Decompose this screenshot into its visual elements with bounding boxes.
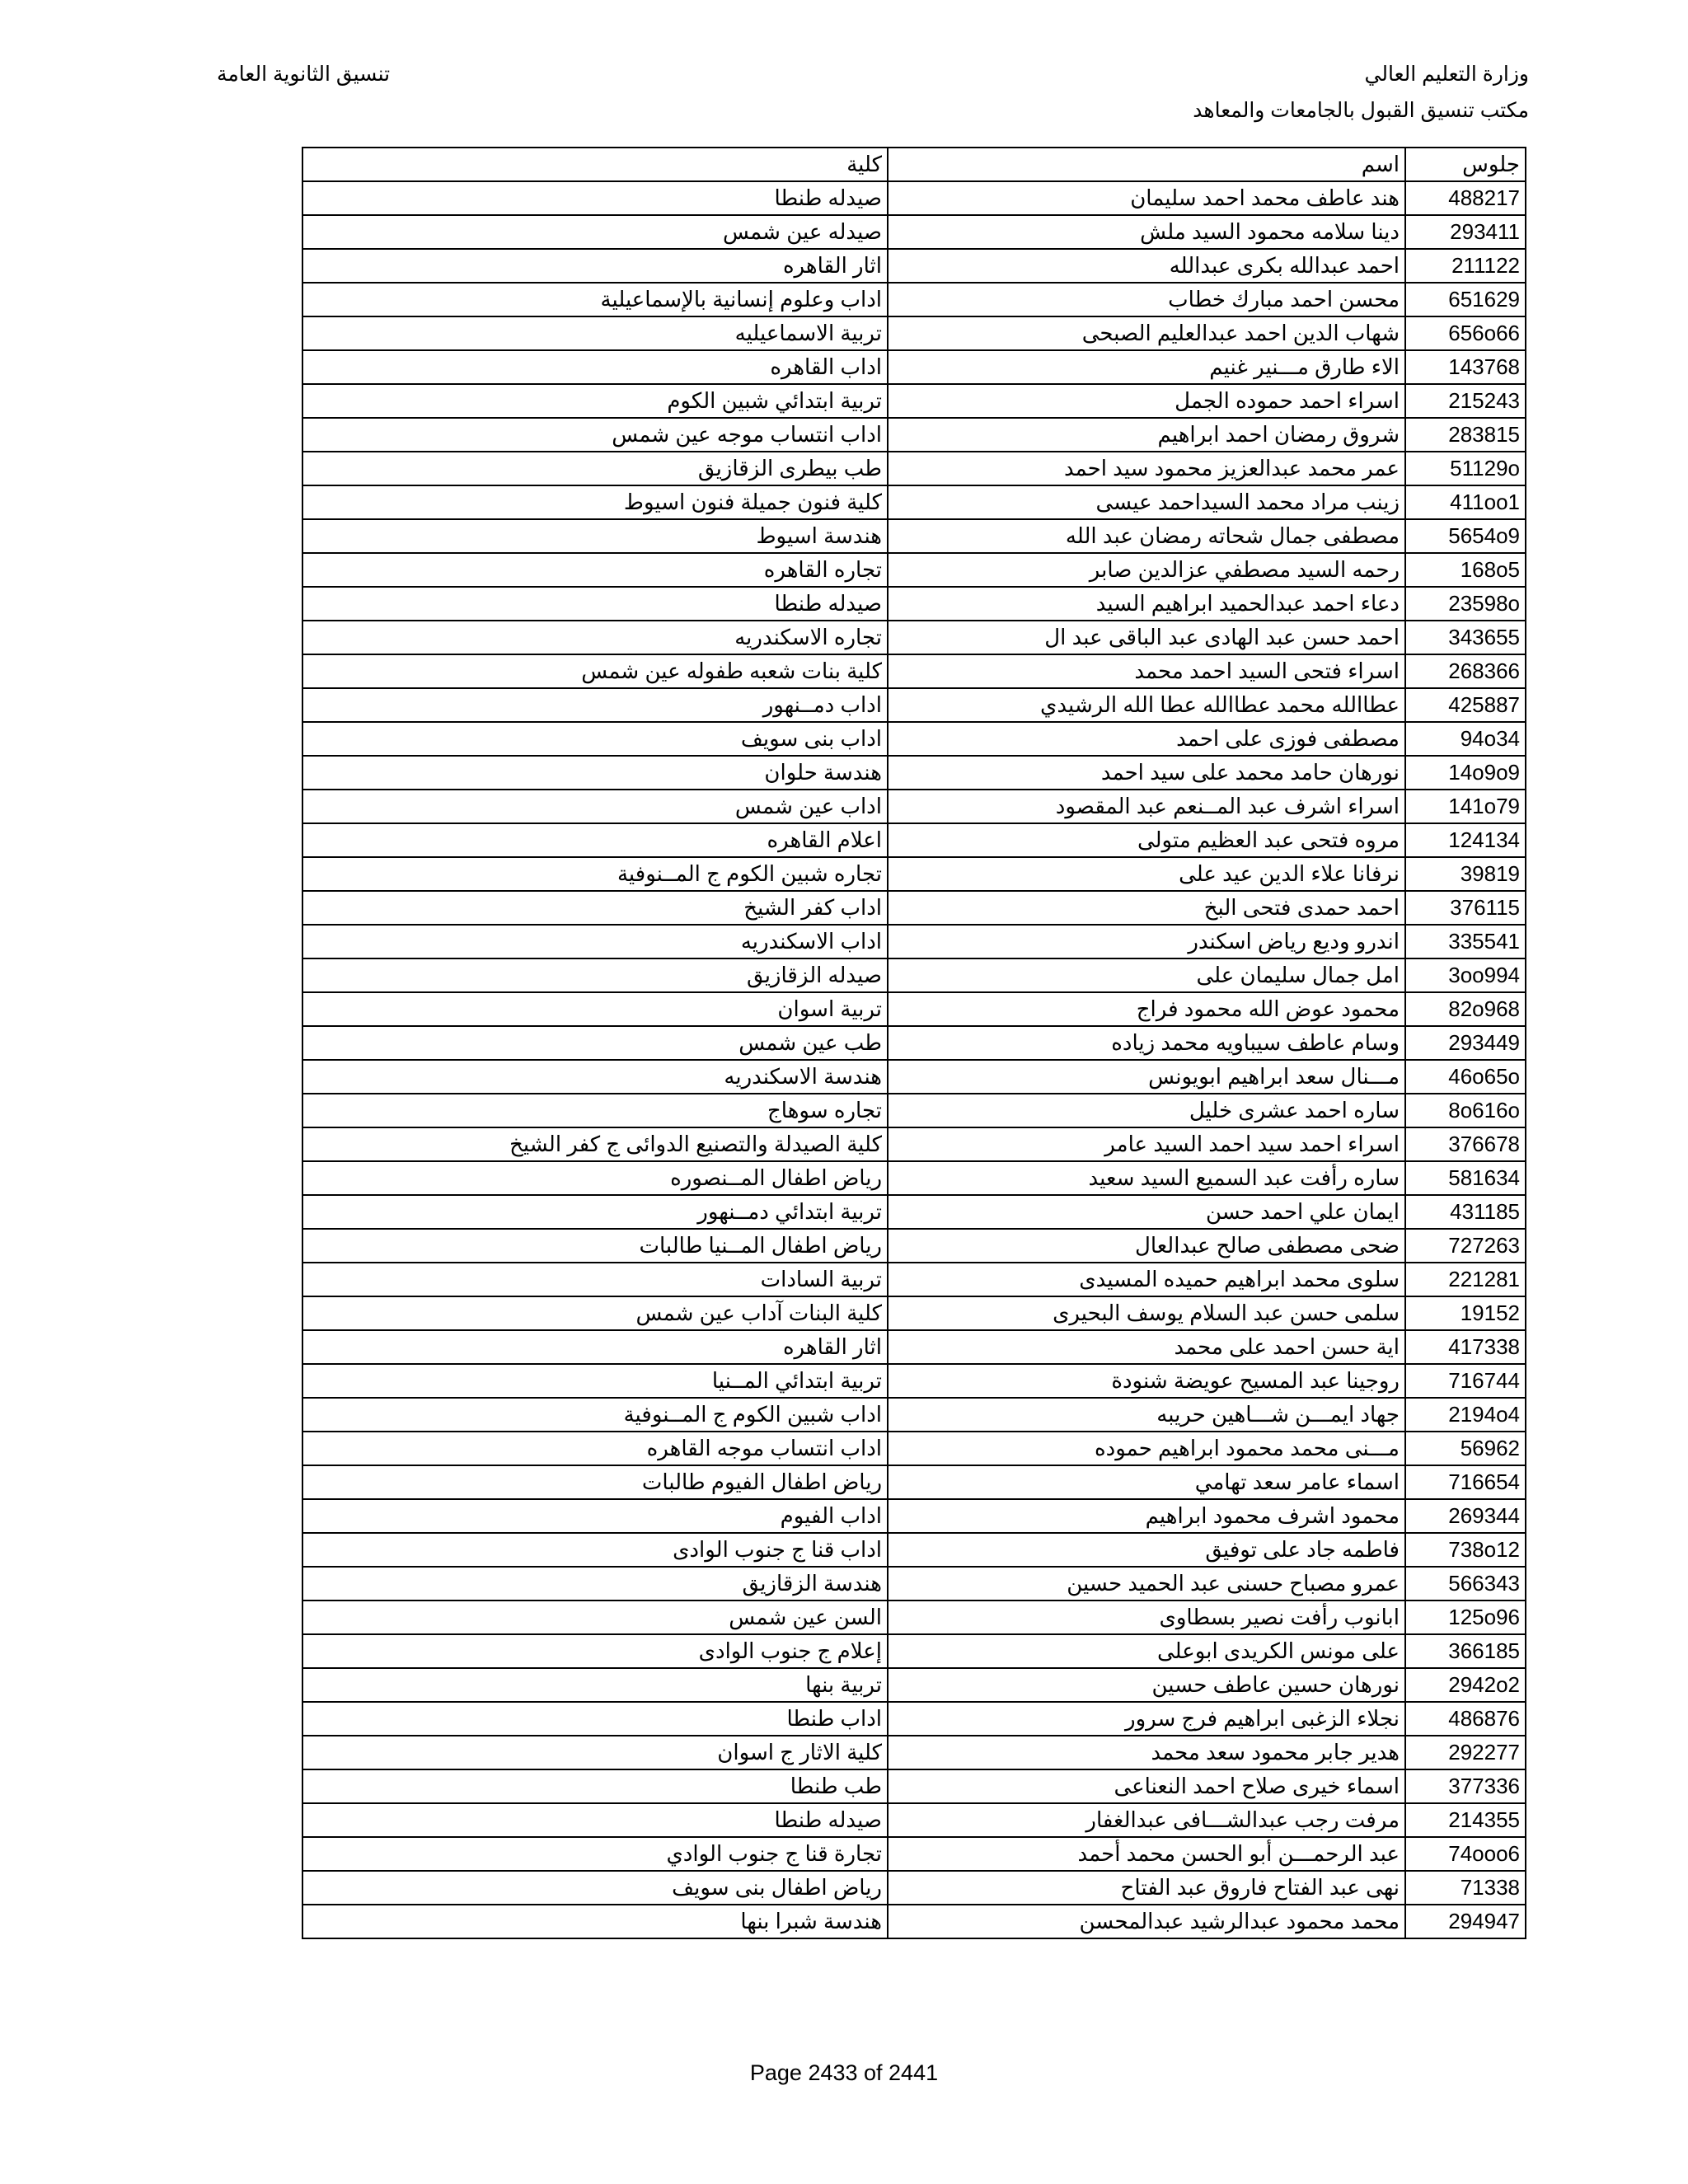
college-name: اثار القاهره xyxy=(302,1330,888,1364)
student-name: مصطفى فوزى على احمد xyxy=(888,722,1405,756)
college-name: اداب وعلوم إنسانية بالإسماعيلية xyxy=(302,283,888,316)
seat-number: 294947 xyxy=(1405,1905,1526,1938)
seat-number: 366185 xyxy=(1405,1634,1526,1668)
coordination-title: تنسيق الثانوية العامة xyxy=(217,63,391,86)
student-name: على مونس الكريدى ابوعلى xyxy=(888,1634,1405,1668)
seat-number: 74ooo6 xyxy=(1405,1837,1526,1871)
student-name: عبد الرحمـــن أبو الحسن محمد أحمد xyxy=(888,1837,1405,1871)
seat-number: 425887 xyxy=(1405,688,1526,722)
college-name: إعلام ج جنوب الوادى xyxy=(302,1634,888,1668)
table-row xyxy=(302,418,1526,452)
student-name: اسراء احمد سيد احمد السيد عامر xyxy=(888,1127,1405,1161)
table-row xyxy=(302,621,1526,654)
seat-number: 94o34 xyxy=(1405,722,1526,756)
student-name: نجلاء الزغبى ابراهيم فرج سرور xyxy=(888,1702,1405,1736)
college-name: صيدله الزقازيق xyxy=(302,958,888,992)
table-row xyxy=(302,316,1526,350)
table-row xyxy=(302,384,1526,418)
seat-number: 8o616o xyxy=(1405,1094,1526,1127)
table-row xyxy=(302,756,1526,790)
table-row xyxy=(302,1060,1526,1094)
seat-number: 738o12 xyxy=(1405,1533,1526,1567)
student-name: مروه فتحى عبد العظيم متولى xyxy=(888,823,1405,857)
college-name: السن عين شمس xyxy=(302,1601,888,1634)
table-row xyxy=(302,350,1526,384)
table-row xyxy=(302,249,1526,283)
college-name: اداب عين شمس xyxy=(302,790,888,823)
college-name: اثار القاهره xyxy=(302,249,888,283)
table-row xyxy=(302,654,1526,688)
seat-number: 214355 xyxy=(1405,1803,1526,1837)
table-row xyxy=(302,1364,1526,1398)
seat-number: 23598o xyxy=(1405,587,1526,621)
student-name: هند عاطف محمد احمد سليمان xyxy=(888,181,1405,215)
seat-number: 141o79 xyxy=(1405,790,1526,823)
student-name: اسراء فتحى السيد احمد محمد xyxy=(888,654,1405,688)
table-header-row xyxy=(302,148,1526,181)
table-row xyxy=(302,1634,1526,1668)
table-row xyxy=(302,1601,1526,1634)
college-name: تربية بنها xyxy=(302,1668,888,1702)
column-header-college: كلية xyxy=(302,148,888,181)
seat-number: 3oo994 xyxy=(1405,958,1526,992)
table-row xyxy=(302,1668,1526,1702)
table-row xyxy=(302,722,1526,756)
student-name: احمد حمدى فتحى البخ xyxy=(888,891,1405,925)
college-name: تربية السادات xyxy=(302,1263,888,1296)
seat-number: 651629 xyxy=(1405,283,1526,316)
student-name: مـــنال سعد ابراهيم ابويونس xyxy=(888,1060,1405,1094)
college-name: تجاره الاسكندريه xyxy=(302,621,888,654)
college-name: رياض اطفال المــنيا طالبات xyxy=(302,1229,888,1263)
student-name: محمود اشرف محمود ابراهيم xyxy=(888,1499,1405,1533)
college-name: كلية فنون جميلة فنون اسيوط xyxy=(302,485,888,519)
table-row xyxy=(302,823,1526,857)
college-name: اداب الاسكندريه xyxy=(302,925,888,958)
table-row xyxy=(302,1026,1526,1060)
college-name: رياض اطفال المــنصوره xyxy=(302,1161,888,1195)
table-row xyxy=(302,485,1526,519)
admissions-table xyxy=(302,147,1526,1939)
seat-number: 211122 xyxy=(1405,249,1526,283)
college-name: تربية الاسماعيليه xyxy=(302,316,888,350)
college-name: رياض اطفال بنى سويف xyxy=(302,1871,888,1905)
college-name: هندسة الاسكندريه xyxy=(302,1060,888,1094)
seat-number: 168o5 xyxy=(1405,553,1526,587)
student-name: محمد محمود عبدالرشيد عبدالمحسن xyxy=(888,1905,1405,1938)
college-name: هندسة حلوان xyxy=(302,756,888,790)
table-row xyxy=(302,1229,1526,1263)
table-row xyxy=(302,1736,1526,1769)
table-row xyxy=(302,1398,1526,1432)
student-name: سلوى محمد ابراهيم حميده المسيدى xyxy=(888,1263,1405,1296)
college-name: اداب بنى سويف xyxy=(302,722,888,756)
student-name: احمد عبدالله بكرى عبدالله xyxy=(888,249,1405,283)
seat-number: 125o96 xyxy=(1405,1601,1526,1634)
college-name: اداب انتساب موجه القاهره xyxy=(302,1432,888,1465)
student-name: ساره احمد عشرى خليل xyxy=(888,1094,1405,1127)
student-name: امل جمال سليمان على xyxy=(888,958,1405,992)
seat-number: 56962 xyxy=(1405,1432,1526,1465)
seat-number: 14o9o9 xyxy=(1405,756,1526,790)
student-name: مـــنى محمد محمود ابراهيم حموده xyxy=(888,1432,1405,1465)
seat-number: 19152 xyxy=(1405,1296,1526,1330)
seat-number: 376678 xyxy=(1405,1127,1526,1161)
college-name: هندسة اسيوط xyxy=(302,519,888,553)
table-row xyxy=(302,925,1526,958)
table-row xyxy=(302,1330,1526,1364)
student-name: فاطمه جاد على توفيق xyxy=(888,1533,1405,1567)
student-name: وسام عاطف سيباويه محمد زياده xyxy=(888,1026,1405,1060)
seat-number: 376115 xyxy=(1405,891,1526,925)
seat-number: 488217 xyxy=(1405,181,1526,215)
table-row xyxy=(302,181,1526,215)
table-row xyxy=(302,1533,1526,1567)
student-name: شروق رمضان احمد ابراهيم xyxy=(888,418,1405,452)
seat-number: 656o66 xyxy=(1405,316,1526,350)
college-name: تربية ابتدائي شبين الكوم xyxy=(302,384,888,418)
college-name: اداب كفر الشيخ xyxy=(302,891,888,925)
table-row xyxy=(302,1567,1526,1601)
table-row xyxy=(302,891,1526,925)
student-name: مصطفى جمال شحاته رمضان عبد الله xyxy=(888,519,1405,553)
seat-number: 283815 xyxy=(1405,418,1526,452)
seat-number: 51129o xyxy=(1405,452,1526,485)
seat-number: 46o65o xyxy=(1405,1060,1526,1094)
column-header-name: اسم xyxy=(888,148,1405,181)
seat-number: 486876 xyxy=(1405,1702,1526,1736)
seat-number: 268366 xyxy=(1405,654,1526,688)
student-name: ضحى مصطفى صالح عبدالعال xyxy=(888,1229,1405,1263)
table-row xyxy=(302,1161,1526,1195)
seat-number: 417338 xyxy=(1405,1330,1526,1364)
college-name: اداب القاهره xyxy=(302,350,888,384)
table-row xyxy=(302,1465,1526,1499)
student-name: اسماء عامر سعد تهامي xyxy=(888,1465,1405,1499)
college-name: كلية الاثار ج اسوان xyxy=(302,1736,888,1769)
table-row xyxy=(302,215,1526,249)
student-name: عطاالله محمد عطاالله عطا الله الرشيدي xyxy=(888,688,1405,722)
student-name: ابانوب رأفت نصير بسطاوى xyxy=(888,1601,1405,1634)
student-name: عمر محمد عبدالعزيز محمود سيد احمد xyxy=(888,452,1405,485)
seat-number: 221281 xyxy=(1405,1263,1526,1296)
table-row xyxy=(302,283,1526,316)
student-name: اسراء اشرف عبد المــنعم عبد المقصود xyxy=(888,790,1405,823)
table-row xyxy=(302,587,1526,621)
student-name: سلمى حسن عبد السلام يوسف البحيرى xyxy=(888,1296,1405,1330)
student-name: محمود عوض الله محمود فراج xyxy=(888,992,1405,1026)
table-row xyxy=(302,1432,1526,1465)
student-name: عمرو مصباح حسنى عبد الحميد حسين xyxy=(888,1567,1405,1601)
table-row xyxy=(302,992,1526,1026)
student-name: نرفانا علاء الدين عيد على xyxy=(888,857,1405,891)
college-name: اداب قنا ج جنوب الوادى xyxy=(302,1533,888,1567)
seat-number: 377336 xyxy=(1405,1769,1526,1803)
student-name: دينا سلامه محمود السيد ملش xyxy=(888,215,1405,249)
table-row xyxy=(302,1296,1526,1330)
college-name: اعلام القاهره xyxy=(302,823,888,857)
column-header-seat: جلوس xyxy=(1405,148,1526,181)
table-row xyxy=(302,1769,1526,1803)
student-name: هدير جابر محمود سعد محمد xyxy=(888,1736,1405,1769)
seat-number: 411oo1 xyxy=(1405,485,1526,519)
seat-number: 2942o2 xyxy=(1405,1668,1526,1702)
college-name: هندسة الزقازيق xyxy=(302,1567,888,1601)
student-name: احمد حسن عبد الهادى عبد الباقى عبد ال xyxy=(888,621,1405,654)
college-name: تجاره القاهره xyxy=(302,553,888,587)
table-row xyxy=(302,1702,1526,1736)
college-name: صيدله طنطا xyxy=(302,1803,888,1837)
seat-number: 293449 xyxy=(1405,1026,1526,1060)
table-row xyxy=(302,452,1526,485)
student-name: رحمه السيد مصطفي عزالدين صابر xyxy=(888,553,1405,587)
college-name: كلية الصيدلة والتصنيع الدوائى ج كفر الشيخ xyxy=(302,1127,888,1161)
student-name: شهاب الدين احمد عبدالعليم الصبحى xyxy=(888,316,1405,350)
college-name: طب طنطا xyxy=(302,1769,888,1803)
college-name: هندسة شبرا بنها xyxy=(302,1905,888,1938)
seat-number: 2194o4 xyxy=(1405,1398,1526,1432)
page-header-institution xyxy=(1193,56,1529,129)
college-name: اداب دمــنهور xyxy=(302,688,888,722)
seat-number: 716654 xyxy=(1405,1465,1526,1499)
student-name: روجينا عبد المسيح عويضة شنودة xyxy=(888,1364,1405,1398)
student-name: نهى عبد الفتاح فاروق عبد الفتاح xyxy=(888,1871,1405,1905)
seat-number: 143768 xyxy=(1405,350,1526,384)
seat-number: 431185 xyxy=(1405,1195,1526,1229)
college-name: طب بيطرى الزقازيق xyxy=(302,452,888,485)
student-name: ايمان علي احمد حسن xyxy=(888,1195,1405,1229)
seat-number: 581634 xyxy=(1405,1161,1526,1195)
college-name: صيدله طنطا xyxy=(302,181,888,215)
college-name: تربية ابتدائي دمــنهور xyxy=(302,1195,888,1229)
college-name: اداب طنطا xyxy=(302,1702,888,1736)
college-name: صيدله عين شمس xyxy=(302,215,888,249)
table-row xyxy=(302,1127,1526,1161)
seat-number: 39819 xyxy=(1405,857,1526,891)
student-name: ساره رأفت عبد السميع السيد سعيد xyxy=(888,1161,1405,1195)
student-name: زينب مراد محمد السيداحمد عيسى xyxy=(888,485,1405,519)
table-row xyxy=(302,688,1526,722)
college-name: كلية البنات آداب عين شمس xyxy=(302,1296,888,1330)
seat-number: 82o968 xyxy=(1405,992,1526,1026)
table-row xyxy=(302,1195,1526,1229)
seat-number: 269344 xyxy=(1405,1499,1526,1533)
table-row xyxy=(302,553,1526,587)
table-row xyxy=(302,1871,1526,1905)
table-row xyxy=(302,1837,1526,1871)
college-name: تجارة قنا ج جنوب الوادي xyxy=(302,1837,888,1871)
table-row xyxy=(302,519,1526,553)
table-row xyxy=(302,1263,1526,1296)
college-name: اداب الفيوم xyxy=(302,1499,888,1533)
seat-number: 566343 xyxy=(1405,1567,1526,1601)
college-name: تجاره شبين الكوم ج المــنوفية xyxy=(302,857,888,891)
student-name: اسماء خيرى صلاح احمد النعناعى xyxy=(888,1769,1405,1803)
student-name: دعاء احمد عبدالحميد ابراهيم السيد xyxy=(888,587,1405,621)
student-name: مرفت رجب عبدالشـــافى عبدالغفار xyxy=(888,1803,1405,1837)
college-name: تجاره سوهاج xyxy=(302,1094,888,1127)
college-name: صيدله طنطا xyxy=(302,587,888,621)
table-body xyxy=(302,181,1526,1938)
table-row xyxy=(302,1094,1526,1127)
student-name: اسراء احمد حموده الجمل xyxy=(888,384,1405,418)
table-row xyxy=(302,790,1526,823)
seat-number: 5654o9 xyxy=(1405,519,1526,553)
table-row xyxy=(302,1905,1526,1938)
college-name: طب عين شمس xyxy=(302,1026,888,1060)
seat-number: 215243 xyxy=(1405,384,1526,418)
college-name: رياض اطفال الفيوم طالبات xyxy=(302,1465,888,1499)
college-name: اداب شبين الكوم ج المــنوفية xyxy=(302,1398,888,1432)
table-row xyxy=(302,1803,1526,1837)
seat-number: 335541 xyxy=(1405,925,1526,958)
student-name: جهاد ايمـــن شـــاهين حريبه xyxy=(888,1398,1405,1432)
table-row xyxy=(302,857,1526,891)
seat-number: 716744 xyxy=(1405,1364,1526,1398)
college-name: اداب انتساب موجه عين شمس xyxy=(302,418,888,452)
student-name: محسن احمد مبارك خطاب xyxy=(888,283,1405,316)
page-number: Page 2433 of 2441 xyxy=(749,2060,939,2085)
student-name: نورهان حامد محمد على سيد احمد xyxy=(888,756,1405,790)
college-name: تربية ابتدائي المــنيا xyxy=(302,1364,888,1398)
office-title: مكتب تنسيق القبول بالجامعات والمعاهد xyxy=(1193,99,1529,122)
seat-number: 293411 xyxy=(1405,215,1526,249)
student-name: نورهان حسين عاطف حسين xyxy=(888,1668,1405,1702)
seat-number: 292277 xyxy=(1405,1736,1526,1769)
seat-number: 124134 xyxy=(1405,823,1526,857)
table-row xyxy=(302,1499,1526,1533)
student-name: اية حسن احمد على محمد xyxy=(888,1330,1405,1364)
seat-number: 343655 xyxy=(1405,621,1526,654)
student-name: اندرو وديع رياض اسكندر xyxy=(888,925,1405,958)
ministry-title: وزارة التعليم العالي xyxy=(1364,63,1529,86)
student-name: الاء طارق مـــنير غنيم xyxy=(888,350,1405,384)
college-name: تربية اسوان xyxy=(302,992,888,1026)
table-row xyxy=(302,958,1526,992)
seat-number: 727263 xyxy=(1405,1229,1526,1263)
college-name: كلية بنات شعبه طفوله عين شمس xyxy=(302,654,888,688)
seat-number: 71338 xyxy=(1405,1871,1526,1905)
